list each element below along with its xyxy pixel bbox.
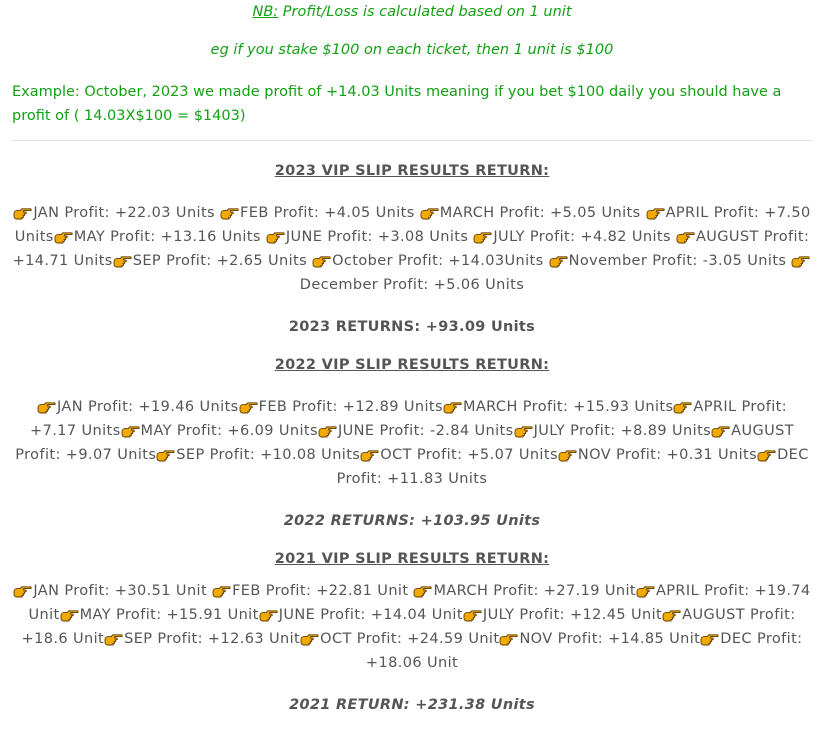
- month-result-item: [300, 631, 499, 647]
- month-result-item: [104, 631, 300, 647]
- pointing-hand-icon: [463, 609, 482, 622]
- month-result-item: [239, 399, 443, 415]
- month-result-item: [420, 205, 646, 221]
- pointing-hand-icon: [558, 449, 577, 462]
- pointing-hand-icon: [662, 609, 681, 622]
- pointing-hand-icon: [514, 425, 533, 438]
- pointing-hand-icon: [259, 609, 278, 622]
- month-result-item: [463, 607, 662, 623]
- month-profit-text: OCT Profit: +24.59 Unit: [320, 631, 500, 647]
- nb-text: Profit/Loss is calculated based on 1 unit: [278, 4, 572, 20]
- month-profit-text: FEB Profit: +12.89 Units: [258, 399, 443, 415]
- month-profit-text: MARCH Profit: +15.93 Units: [462, 399, 674, 415]
- month-profit-text: MAY Profit: +6.09 Units: [140, 423, 318, 439]
- pointing-hand-icon: [360, 449, 379, 462]
- month-result-item: [13, 205, 220, 221]
- month-profit-text: JUNE Profit: -2.84 Units: [337, 423, 514, 439]
- month-result-item: [443, 399, 673, 415]
- pointing-hand-icon: [312, 255, 331, 268]
- total-2022: 2022 RETURNS: +103.95 Units: [283, 513, 541, 529]
- month-profit-text: OCT Profit: +5.07 Units: [380, 447, 558, 463]
- pointing-hand-icon: [37, 401, 56, 414]
- pointing-hand-icon: [121, 425, 140, 438]
- month-profit-text: SEP Profit: +10.08 Units: [176, 447, 361, 463]
- pointing-hand-icon: [549, 255, 568, 268]
- month-result-item: [212, 583, 413, 599]
- pointing-hand-icon: [318, 425, 337, 438]
- month-result-item: [259, 607, 463, 623]
- month-profit-text: APRIL Profit: +7.50 Units: [14, 205, 811, 245]
- pointing-hand-icon: [113, 255, 132, 268]
- pointing-hand-icon: [239, 401, 258, 414]
- month-result-item: [13, 583, 212, 599]
- month-profit-text: NOV Profit: +0.31 Units: [577, 447, 758, 463]
- pointing-hand-icon: [413, 585, 432, 598]
- nb-label: NB:: [252, 4, 279, 20]
- month-result-item: [318, 423, 514, 439]
- month-profit-text: MARCH Profit: +27.19 Unit: [433, 583, 636, 599]
- pointing-hand-icon: [646, 207, 665, 220]
- pointing-hand-icon: [54, 231, 73, 244]
- profit-example-paragraph: Example: October, 2023 we made profit of +14.03 Units meaning if you bet $100 daily you should have a profit of ( 14.03X$100 = $1403): [12, 84, 782, 124]
- month-profit-text: JUNE Profit: +3.08 Units: [285, 229, 474, 245]
- month-profit-text: JULY Profit: +4.82 Units: [493, 229, 676, 245]
- month-profit-text: AUGUST Profit: +18.6 Unit: [21, 607, 796, 647]
- month-list-2023: [12, 201, 812, 297]
- month-result-item: [549, 253, 792, 269]
- pointing-hand-icon: [300, 633, 319, 646]
- month-result-item: [156, 447, 360, 463]
- month-result-item: [37, 399, 239, 415]
- month-profit-text: SEP Profit: +12.63 Unit: [124, 631, 301, 647]
- pointing-hand-icon: [266, 231, 285, 244]
- month-result-item: [514, 423, 712, 439]
- month-profit-text: SEP Profit: +2.65 Units: [132, 253, 313, 269]
- month-profit-text: December Profit: +5.06 Units: [299, 277, 525, 293]
- month-profit-text: FEB Profit: +22.81 Unit: [232, 583, 414, 599]
- month-profit-text: October Profit: +14.03Units: [332, 253, 549, 269]
- pointing-hand-icon: [473, 231, 492, 244]
- month-result-item: [558, 447, 757, 463]
- nb-note: [12, 4, 812, 20]
- month-profit-text: JAN Profit: +22.03 Units: [33, 205, 221, 221]
- pointing-hand-icon: [156, 449, 175, 462]
- month-profit-text: DEC Profit: +18.06 Unit: [365, 631, 803, 671]
- month-result-item: [266, 229, 474, 245]
- heading-2023: 2023 VIP SLIP RESULTS RETURN:: [274, 163, 550, 179]
- month-profit-text: AUGUST Profit: +14.71 Units: [12, 229, 810, 269]
- pointing-hand-icon: [104, 633, 123, 646]
- month-profit-text: APRIL Profit: +19.74 Unit: [28, 583, 811, 623]
- month-result-item: [54, 229, 266, 245]
- section-divider: [12, 140, 812, 141]
- month-result-item: [220, 205, 420, 221]
- pointing-hand-icon: [13, 585, 32, 598]
- pointing-hand-icon: [220, 207, 239, 220]
- month-profit-text: MAY Profit: +13.16 Units: [73, 229, 266, 245]
- month-profit-text: MARCH Profit: +5.05 Units: [439, 205, 646, 221]
- month-list-2021: [12, 579, 812, 675]
- heading-2021: 2021 VIP SLIP RESULTS RETURN:: [274, 551, 550, 567]
- month-profit-text: November Profit: -3.05 Units: [568, 253, 792, 269]
- month-result-item: [60, 607, 259, 623]
- month-profit-text: JUNE Profit: +14.04 Unit: [278, 607, 463, 623]
- month-result-item: [113, 253, 312, 269]
- pointing-hand-icon: [443, 401, 462, 414]
- results-document: [0, 4, 824, 713]
- month-profit-text: JULY Profit: +12.45 Unit: [482, 607, 663, 623]
- month-result-item: [499, 631, 700, 647]
- total-2023: 2023 RETURNS: +93.09 Units: [288, 319, 536, 335]
- month-profit-text: FEB Profit: +4.05 Units: [240, 205, 420, 221]
- pointing-hand-icon: [676, 231, 695, 244]
- month-profit-text: JULY Profit: +8.89 Units: [533, 423, 712, 439]
- month-list-2022: [12, 395, 812, 491]
- month-result-item: [473, 229, 676, 245]
- pointing-hand-icon: [212, 585, 231, 598]
- pointing-hand-icon: [13, 207, 32, 220]
- month-profit-text: JAN Profit: +19.46 Units: [56, 399, 239, 415]
- pointing-hand-icon: [499, 633, 518, 646]
- pointing-hand-icon: [757, 449, 776, 462]
- pointing-hand-icon: [700, 633, 719, 646]
- month-result-item: [413, 583, 636, 599]
- month-profit-text: MAY Profit: +15.91 Unit: [79, 607, 259, 623]
- month-profit-text: APRIL Profit: +7.17 Units: [30, 399, 788, 439]
- month-result-item: [360, 447, 558, 463]
- month-profit-text: JAN Profit: +30.51 Unit: [33, 583, 213, 599]
- stake-example-note: eg if you stake $100 on each ticket, then 1 unit is $100: [210, 42, 614, 58]
- heading-2022: 2022 VIP SLIP RESULTS RETURN:: [274, 357, 550, 373]
- pointing-hand-icon: [60, 609, 79, 622]
- pointing-hand-icon: [711, 425, 730, 438]
- month-profit-text: AUGUST Profit: +9.07 Units: [15, 423, 794, 463]
- month-profit-text: NOV Profit: +14.85 Unit: [519, 631, 701, 647]
- total-2021: 2021 RETURN: +231.38 Units: [289, 697, 535, 713]
- pointing-hand-icon: [791, 255, 810, 268]
- pointing-hand-icon: [636, 585, 655, 598]
- month-profit-text: DEC Profit: +11.83 Units: [336, 447, 809, 487]
- pointing-hand-icon: [420, 207, 439, 220]
- pointing-hand-icon: [673, 401, 692, 414]
- month-result-item: [312, 253, 549, 269]
- month-result-item: [121, 423, 318, 439]
